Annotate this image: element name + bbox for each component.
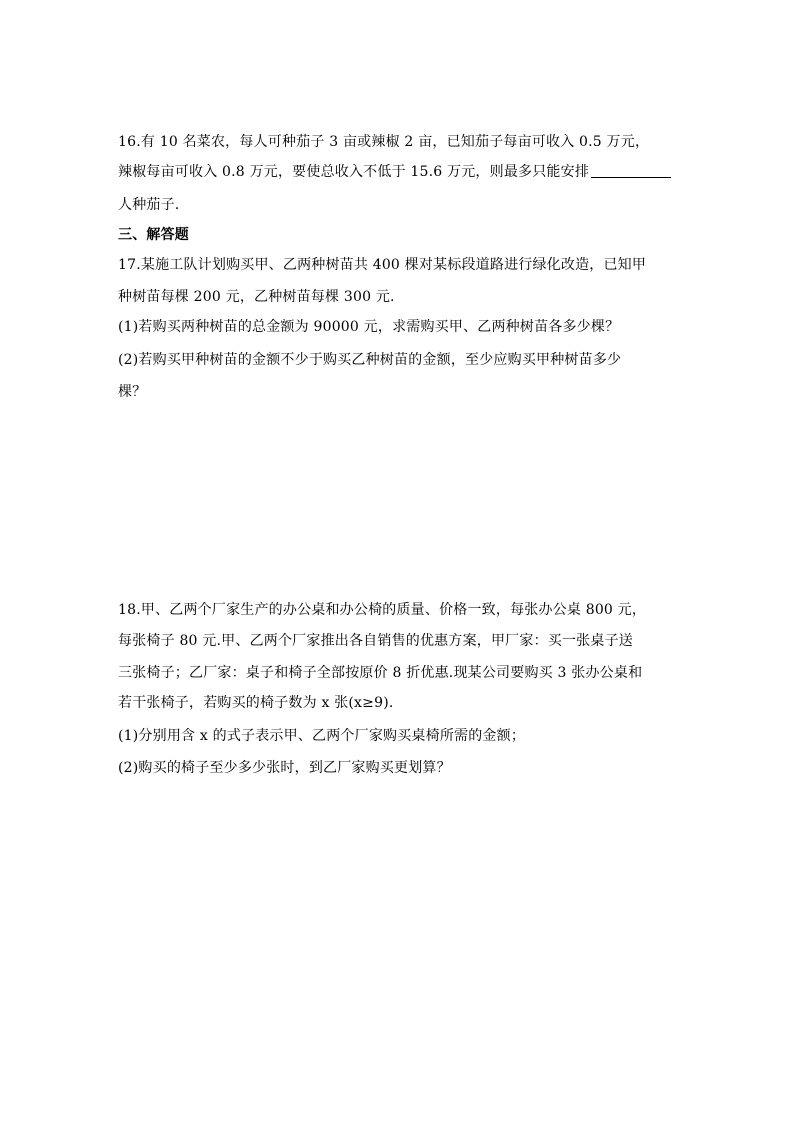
q18-line-4: 若干张椅子，若购买的椅子数为 x 张(x≥9). xyxy=(118,695,394,711)
q17-line-1: 17.某施工队计划购买甲、乙两种树苗共 400 棵对某标段道路进行绿化改造，已知甲 xyxy=(118,257,647,273)
section-heading: 三、解答题 xyxy=(118,227,189,243)
q16-line-1: 16.有 10 名菜农，每人可种茄子 3 亩或辣椒 2 亩，已知茄子每亩可收入 0.5 万元， xyxy=(118,134,650,150)
q16-line-2 xyxy=(118,163,708,181)
q18-part-2: (2)购买的椅子至少多少张时，到乙厂家购买更划算？ xyxy=(118,760,451,776)
q17-line-2: 种树苗每棵 200 元，乙种树苗每棵 300 元. xyxy=(118,289,395,305)
q17-part-1: (1)若购买两种树苗的总金额为 90000 元，求需购买甲、乙两种树苗各多少棵？ xyxy=(118,319,620,335)
q17-part-2-line-2: 棵？ xyxy=(118,384,147,400)
q18-part-1: (1)分别用含 x 的式子表示甲、乙两个厂家购买桌椅所需的金额； xyxy=(118,728,526,744)
q16-line-2-text: 辣椒每亩可收入 0.8 万元，要使总收入不低于 15.6 万元，则最多只能安排 xyxy=(118,164,590,180)
q16-answer-blank[interactable] xyxy=(591,163,671,178)
q18-line-2: 每张椅子 80 元.甲、乙两个厂家推出各自销售的优惠方案，甲厂家：买一张桌子送 xyxy=(118,633,633,649)
q18-line-3: 三张椅子；乙厂家：桌子和椅子全部按原价 8 折优惠.现某公司要购买 3 张办公桌和 xyxy=(118,665,643,681)
q18-line-1: 18.甲、乙两个厂家生产的办公桌和办公椅的质量、价格一致，每张办公桌 800 元， xyxy=(118,602,647,618)
q16-line-3: 人种茄子. xyxy=(118,197,180,213)
q17-part-2-line-1: (2)若购买甲种树苗的金额不少于购买乙种树苗的金额，至少应购买甲种树苗多少 xyxy=(118,352,622,368)
